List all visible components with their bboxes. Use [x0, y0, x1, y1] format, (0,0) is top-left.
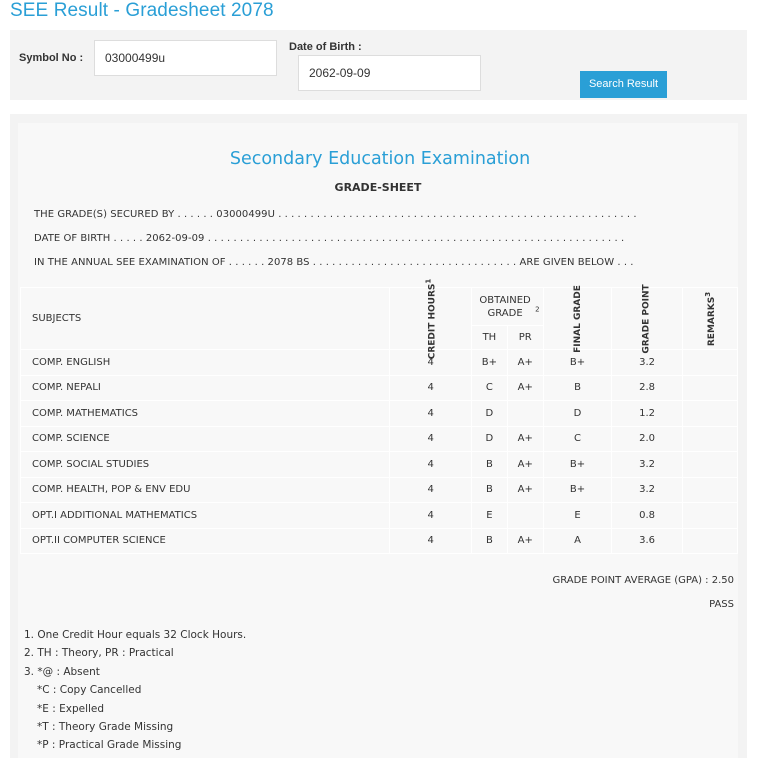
final-grade-cell: B: [543, 375, 612, 401]
subject-cell: COMP. SCIENCE: [21, 426, 390, 452]
note-theory-missing: *T : Theory Grade Missing: [37, 721, 174, 734]
header-grade-point: GRADE POINT: [612, 288, 682, 350]
subject-cell: OPT.I ADDITIONAL MATHEMATICS: [21, 503, 390, 529]
subject-cell: COMP. SOCIAL STUDIES: [21, 452, 390, 478]
final-grade-cell: C: [543, 426, 612, 452]
dob-label: Date of Birth :: [289, 41, 362, 53]
theory-grade-cell: B: [471, 477, 507, 503]
symbol-value: 03000499U: [216, 209, 275, 220]
table-row: [21, 452, 738, 478]
theory-grade-cell: C: [471, 375, 507, 401]
theory-grade-cell: B: [471, 528, 507, 554]
remarks-cell: [682, 375, 737, 401]
grade-sheet-title: GRADE-SHEET: [334, 181, 422, 194]
table-row: [21, 350, 738, 376]
table-row: [21, 477, 738, 503]
grade-point-cell: 3.2: [612, 477, 682, 503]
table-row: [21, 528, 738, 554]
remarks-cell: [682, 426, 737, 452]
subject-cell: COMP. NEPALI: [21, 375, 390, 401]
remarks-cell: [682, 401, 737, 427]
credit-hours-cell: 4: [390, 528, 472, 554]
credit-hours-cell: 4: [390, 401, 472, 427]
dob-value: 2062-09-09: [145, 233, 205, 244]
search-result-button[interactable]: Search Result: [580, 71, 667, 98]
grade-point-cell: 2.8: [612, 375, 682, 401]
final-grade-cell: B+: [543, 452, 612, 478]
grade-point-cell: 2.0: [612, 426, 682, 452]
practical-grade-cell: A+: [507, 528, 543, 554]
grade-point-cell: 3.2: [612, 452, 682, 478]
credit-hours-cell: 4: [390, 477, 472, 503]
practical-grade-cell: A+: [507, 426, 543, 452]
header-obtained-grade: OBTAINED GRADE $^2$: [471, 288, 543, 326]
practical-grade-cell: A+: [507, 477, 543, 503]
subject-cell: OPT.II COMPUTER SCIENCE: [21, 528, 390, 554]
header-final-grade: FINAL GRADE: [543, 288, 612, 350]
practical-grade-cell: A+: [507, 375, 543, 401]
grade-point-cell: 3.2: [612, 350, 682, 376]
practical-grade-cell: [507, 503, 543, 529]
exam-year: 2078 BS: [267, 257, 310, 268]
remarks-cell: [682, 350, 737, 376]
theory-grade-cell: E: [471, 503, 507, 529]
grade-point-cell: 3.6: [612, 528, 682, 554]
exam-line: IN THE ANNUAL SEE EXAMINATION OF . . . . . . 2078 BS . . . . . . . . . . . . . . . . . . . . . . . . . . . . . . . . ARE GIVEN BELOW . . .: [34, 257, 634, 268]
header-remarks: REMARKS$^3$: [682, 288, 737, 350]
credit-hours-cell: 4: [390, 350, 472, 376]
table-row: [21, 503, 738, 529]
subject-cell: COMP. MATHEMATICS: [21, 401, 390, 427]
header-pr: PR: [507, 326, 543, 350]
theory-grade-cell: D: [471, 426, 507, 452]
practical-grade-cell: A+: [507, 350, 543, 376]
symbol-label: Symbol No :: [19, 52, 84, 64]
remarks-cell: [682, 477, 737, 503]
credit-hours-cell: 4: [390, 503, 472, 529]
note-3: 3. *@ : Absent: [24, 665, 100, 678]
page-title: SEE Result - Gradesheet 2078: [10, 0, 274, 21]
note-1: 1. One Credit Hour equals 32 Clock Hours.: [24, 629, 247, 641]
final-grade-cell: B+: [543, 350, 612, 376]
result-status: PASS: [709, 599, 734, 610]
theory-grade-cell: B+: [471, 350, 507, 376]
theory-grade-cell: B: [471, 452, 507, 478]
note-practical-missing: *P : Practical Grade Missing: [37, 739, 182, 752]
grades-table: [20, 278, 738, 554]
subject-cell: COMP. ENGLISH: [21, 350, 390, 376]
final-grade-cell: D: [543, 401, 612, 427]
note-expelled: *E : Expelled: [37, 702, 105, 715]
table-row: [21, 375, 738, 401]
secured-by-line: THE GRADE(S) SECURED BY . . . . . . 03000499U . . . . . . . . . . . . . . . . . . . . . . . . . . . . . . . . . . . . . . . . . . . . . . . . . . . . . . . .: [34, 209, 637, 220]
credit-hours-cell: 4: [390, 426, 472, 452]
dob-input[interactable]: 2062-09-09: [298, 55, 481, 91]
footnotes: [24, 626, 246, 755]
table-row: [21, 426, 738, 452]
final-grade-cell: E: [543, 503, 612, 529]
theory-grade-cell: D: [471, 401, 507, 427]
note-2: 2. TH : Theory, PR : Practical: [24, 647, 174, 660]
dob-line: DATE OF BIRTH . . . . . 2062-09-09 . . . . . . . . . . . . . . . . . . . . . . . . . . . . . . . . . . . . . . . . . . . . . . . . . . . . . . . . . . . . . . . . .: [34, 233, 625, 244]
credit-hours-cell: 4: [390, 452, 472, 478]
header-th: TH: [471, 326, 507, 350]
exam-title: Secondary Education Examination: [229, 149, 531, 169]
credit-hours-cell: 4: [390, 375, 472, 401]
practical-grade-cell: [507, 401, 543, 427]
header-credit-hours: CREDIT HOURS$^1$: [390, 288, 472, 350]
remarks-cell: [682, 452, 737, 478]
final-grade-cell: A: [543, 528, 612, 554]
grade-point-cell: 0.8: [612, 503, 682, 529]
practical-grade-cell: A+: [507, 452, 543, 478]
remarks-cell: [682, 528, 737, 554]
final-grade-cell: B+: [543, 477, 612, 503]
grade-point-cell: 1.2: [612, 401, 682, 427]
search-panel: [10, 30, 747, 100]
header-subjects: SUBJECTS: [21, 288, 390, 350]
gpa-text: GRADE POINT AVERAGE (GPA) : 2.50: [552, 575, 734, 586]
symbol-input[interactable]: 03000499u: [94, 40, 277, 76]
remarks-cell: [682, 503, 737, 529]
subject-cell: COMP. HEALTH, POP & ENV EDU: [21, 477, 390, 503]
note-copy-cancelled: *C : Copy Cancelled: [37, 684, 142, 697]
table-row: [21, 401, 738, 427]
